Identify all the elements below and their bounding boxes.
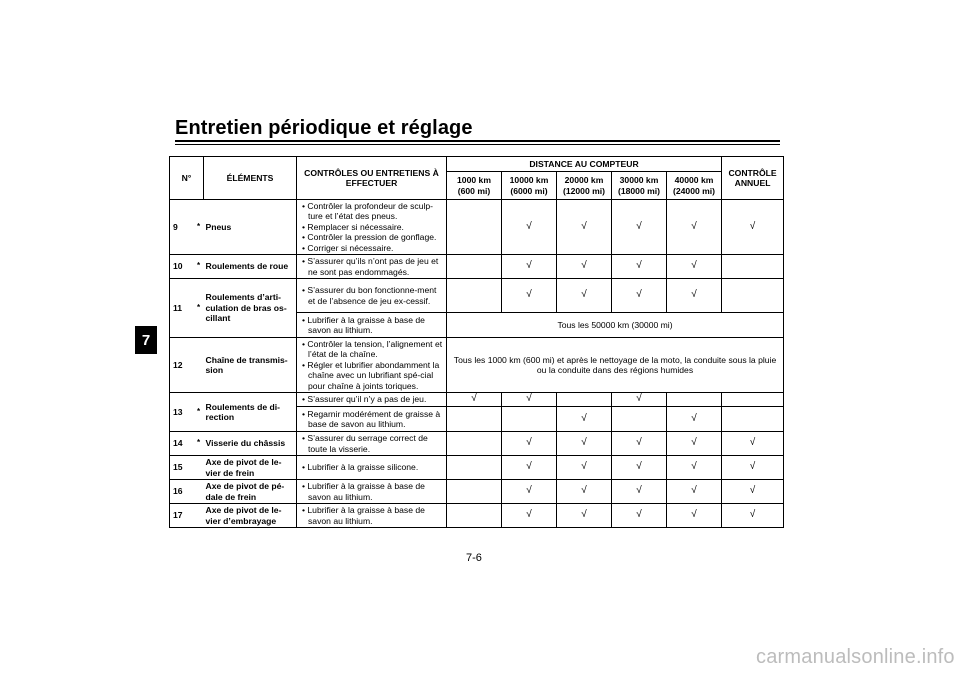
- control-list: [297, 432, 447, 456]
- check-mark: √: [612, 279, 667, 313]
- check-mark: √: [557, 504, 612, 528]
- check-mark: √: [667, 504, 722, 528]
- header-no: N°: [170, 157, 204, 200]
- control-item: • S’assurer du bon fonctionne-ment et de l’absence de jeu ex-cessif.: [300, 285, 444, 306]
- header-dist-5: 40000 km (24000 mi): [667, 172, 722, 200]
- control-item: • Lubrifier à la graisse à base de savon au lithium.: [300, 505, 444, 526]
- control-item: • Contrôler la profondeur de sculp-ture et l’état des pneus.: [300, 201, 444, 222]
- check-mark: √: [502, 432, 557, 456]
- interval-note: Tous les 50000 km (30000 mi): [447, 313, 784, 338]
- control-item: • S’assurer qu’il n’y a pas de jeu.: [300, 394, 444, 404]
- check-mark: √: [612, 504, 667, 528]
- control-list: [297, 313, 447, 338]
- check-mark: √: [502, 255, 557, 279]
- star-marker: *: [194, 393, 204, 432]
- check-mark: √: [502, 393, 557, 407]
- table-header-row: [170, 157, 784, 172]
- title-rule: [175, 140, 780, 142]
- page-title: Entretien périodique et réglage: [175, 117, 473, 139]
- table-row: [170, 504, 784, 528]
- header-elements: ÉLÉMENTS: [204, 157, 297, 200]
- check-mark: √: [502, 504, 557, 528]
- control-list: [297, 480, 447, 504]
- table-row: [170, 279, 784, 313]
- element-name: Roulements de roue: [204, 255, 297, 279]
- check-cell-empty: [722, 279, 784, 313]
- control-list: [297, 456, 447, 480]
- table-row: [170, 200, 784, 255]
- element-name: Roulements de di-rection: [204, 393, 297, 432]
- row-number: 17: [170, 504, 194, 528]
- star-marker: *: [194, 255, 204, 279]
- star-marker-empty: [194, 338, 204, 393]
- page-number: 7-6: [466, 552, 482, 564]
- check-mark: √: [557, 407, 612, 432]
- check-cell-empty: [447, 456, 502, 480]
- check-cell-empty: [447, 407, 502, 432]
- element-name: Visserie du châssis: [204, 432, 297, 456]
- element-name: Pneus: [204, 200, 297, 255]
- header-controls: CONTRÔLES OU ENTRETIENS À EFFECTUER: [297, 157, 447, 200]
- check-mark: √: [612, 393, 667, 407]
- check-mark: √: [557, 255, 612, 279]
- element-name: Chaîne de transmis-sion: [204, 338, 297, 393]
- check-mark: √: [612, 200, 667, 255]
- check-mark: √: [722, 432, 784, 456]
- check-cell-empty: [447, 279, 502, 313]
- star-marker: *: [194, 432, 204, 456]
- control-item: • Régler et lubrifier abondamment la chaîne avec un lubrifiant spé-cial pour chaîne à joints toriques.: [300, 360, 444, 391]
- element-name: Roulements d’arti-culation de bras os-cillant: [204, 279, 297, 338]
- header-dist-4: 30000 km (18000 mi): [612, 172, 667, 200]
- control-item: • Lubrifier à la graisse silicone.: [300, 462, 444, 472]
- check-mark: √: [557, 200, 612, 255]
- control-list: [297, 200, 447, 255]
- table-row: [170, 432, 784, 456]
- control-item: • Lubrifier à la graisse à base de savon au lithium.: [300, 481, 444, 502]
- control-list: [297, 407, 447, 432]
- table-row: [170, 393, 784, 407]
- check-cell-empty: [502, 407, 557, 432]
- check-mark: √: [667, 480, 722, 504]
- star-marker-empty: [194, 504, 204, 528]
- table-row: [170, 480, 784, 504]
- check-mark: √: [612, 255, 667, 279]
- header-dist-2: 10000 km (6000 mi): [502, 172, 557, 200]
- row-number: 10: [170, 255, 194, 279]
- check-mark: √: [557, 279, 612, 313]
- check-mark: √: [447, 393, 502, 407]
- check-cell-empty: [447, 480, 502, 504]
- check-cell-empty: [722, 407, 784, 432]
- row-number: 14: [170, 432, 194, 456]
- title-rule-thin: [175, 144, 780, 145]
- check-mark: √: [667, 255, 722, 279]
- check-mark: √: [667, 407, 722, 432]
- star-marker: *: [194, 200, 204, 255]
- row-number: 15: [170, 456, 194, 480]
- control-list: [297, 504, 447, 528]
- control-item: • Regarnir modérément de graisse à base de savon au lithium.: [300, 409, 444, 430]
- header-distance: DISTANCE AU COMPTEUR: [447, 157, 722, 172]
- maintenance-table: [169, 156, 784, 528]
- control-item: • Contrôler la tension, l’alignement et l’état de la chaîne.: [300, 339, 444, 360]
- check-cell-empty: [612, 407, 667, 432]
- star-marker-empty: [194, 456, 204, 480]
- check-mark: √: [667, 200, 722, 255]
- check-cell-empty: [722, 255, 784, 279]
- check-cell-empty: [447, 432, 502, 456]
- element-name: Axe de pivot de le-vier de frein: [204, 456, 297, 480]
- check-mark: √: [557, 480, 612, 504]
- check-mark: √: [667, 456, 722, 480]
- control-item: • S’assurer du serrage correct de toute la visserie.: [300, 433, 444, 454]
- row-number: 11: [170, 279, 194, 338]
- element-name: Axe de pivot de le-vier d’embrayage: [204, 504, 297, 528]
- control-list: [297, 279, 447, 313]
- check-cell-empty: [447, 200, 502, 255]
- element-name: Axe de pivot de pé-dale de frein: [204, 480, 297, 504]
- table-row: [170, 255, 784, 279]
- check-mark: √: [722, 480, 784, 504]
- control-list: [297, 338, 447, 393]
- check-cell-empty: [722, 393, 784, 407]
- interval-note: Tous les 1000 km (600 mi) et après le nettoyage de la moto, la conduite sous la pluie ou la conduite dans des régions humides: [447, 338, 784, 393]
- check-mark: √: [557, 456, 612, 480]
- check-cell-empty: [667, 393, 722, 407]
- check-mark: √: [502, 279, 557, 313]
- table-row: [170, 456, 784, 480]
- check-mark: √: [612, 456, 667, 480]
- check-cell-empty: [447, 255, 502, 279]
- check-mark: √: [502, 200, 557, 255]
- control-item: • Remplacer si nécessaire.: [300, 222, 444, 232]
- check-mark: √: [612, 480, 667, 504]
- check-mark: √: [667, 432, 722, 456]
- row-number: 12: [170, 338, 194, 393]
- check-mark: √: [557, 432, 612, 456]
- check-mark: √: [612, 432, 667, 456]
- table-row: [170, 338, 784, 393]
- header-dist-1: 1000 km (600 mi): [447, 172, 502, 200]
- control-item: • Corriger si nécessaire.: [300, 243, 444, 253]
- watermark-footer: carmanualsonline.info: [756, 646, 955, 668]
- control-item: • Contrôler la pression de gonflage.: [300, 232, 444, 242]
- star-marker-empty: [194, 480, 204, 504]
- check-mark: √: [722, 200, 784, 255]
- row-number: 13: [170, 393, 194, 432]
- header-dist-3: 20000 km (12000 mi): [557, 172, 612, 200]
- check-cell-empty: [447, 504, 502, 528]
- check-cell-empty: [557, 393, 612, 407]
- check-mark: √: [502, 480, 557, 504]
- chapter-tab: 7: [135, 326, 157, 354]
- check-mark: √: [722, 504, 784, 528]
- header-annual: CONTRÔLE ANNUEL: [722, 157, 784, 200]
- control-list: [297, 255, 447, 279]
- star-marker: *: [194, 279, 204, 338]
- check-mark: √: [667, 279, 722, 313]
- row-number: 9: [170, 200, 194, 255]
- check-mark: √: [502, 456, 557, 480]
- check-mark: √: [722, 456, 784, 480]
- control-list: [297, 393, 447, 407]
- row-number: 16: [170, 480, 194, 504]
- control-item: • Lubrifier à la graisse à base de savon au lithium.: [300, 315, 444, 336]
- control-item: • S’assurer qu’ils n’ont pas de jeu et ne sont pas endommagés.: [300, 256, 444, 277]
